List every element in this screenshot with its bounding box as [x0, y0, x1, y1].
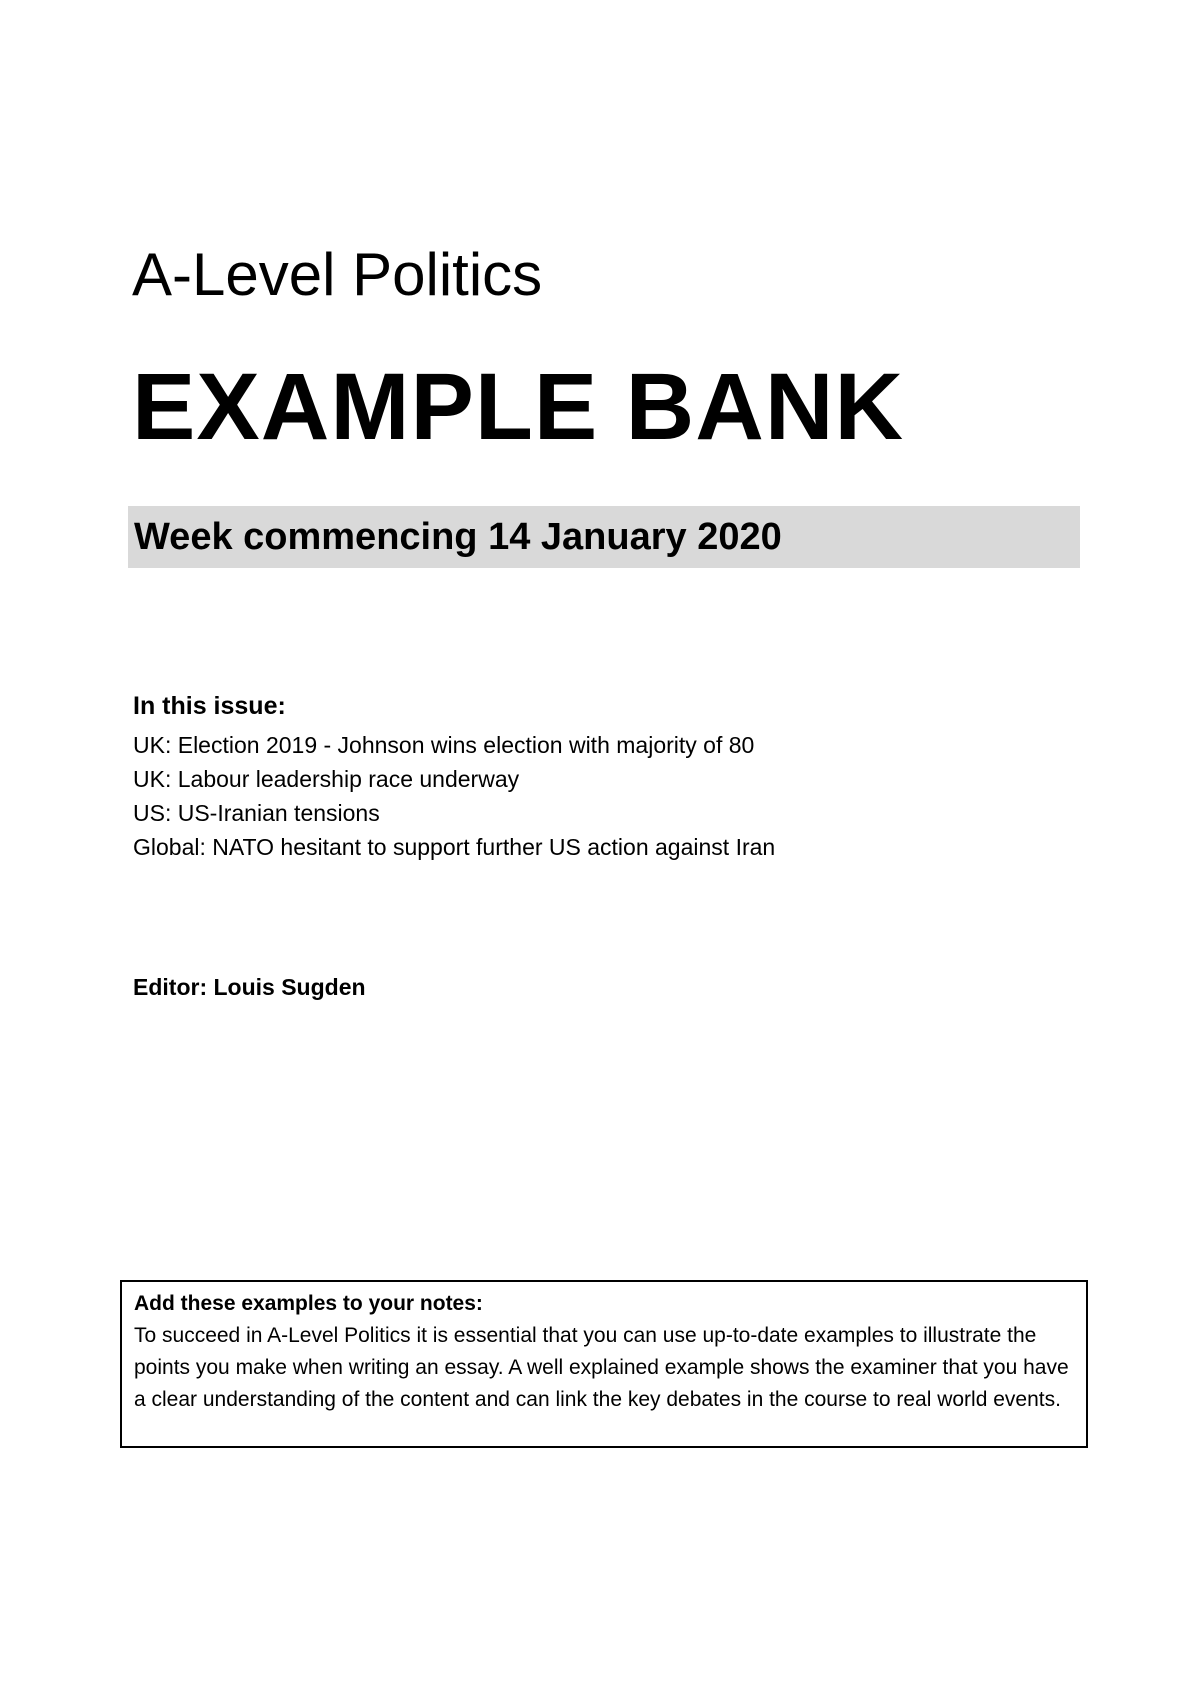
issue-heading: In this issue:: [133, 692, 286, 720]
document-title: EXAMPLE BANK: [132, 354, 905, 460]
issue-section: [133, 690, 775, 864]
week-banner: [128, 506, 1080, 568]
document-subtitle: A-Level Politics: [132, 241, 543, 308]
issue-item: US: US-Iranian tensions: [133, 800, 380, 826]
week-commencing-text: Week commencing 14 January 2020: [134, 515, 782, 558]
notes-heading: Add these examples to your notes:: [134, 1292, 483, 1315]
editor-credit: Editor: Louis Sugden: [133, 974, 366, 1000]
issue-item: Global: NATO hesitant to support further US action against Iran: [133, 834, 776, 860]
issue-item: UK: Labour leadership race underway: [133, 766, 520, 792]
notes-body: To succeed in A-Level Politics it is essential that you can use up-to-date examples to illustrate the points you make when writing an essay. A well explained example shows the examiner that you have a clear understanding of the content and can link the key debates in the course to real world events.: [134, 1324, 1069, 1411]
issue-item: UK: Election 2019 - Johnson wins election with majority of 80: [133, 732, 755, 758]
issue-list: [133, 728, 775, 864]
notes-box: [120, 1280, 1088, 1448]
